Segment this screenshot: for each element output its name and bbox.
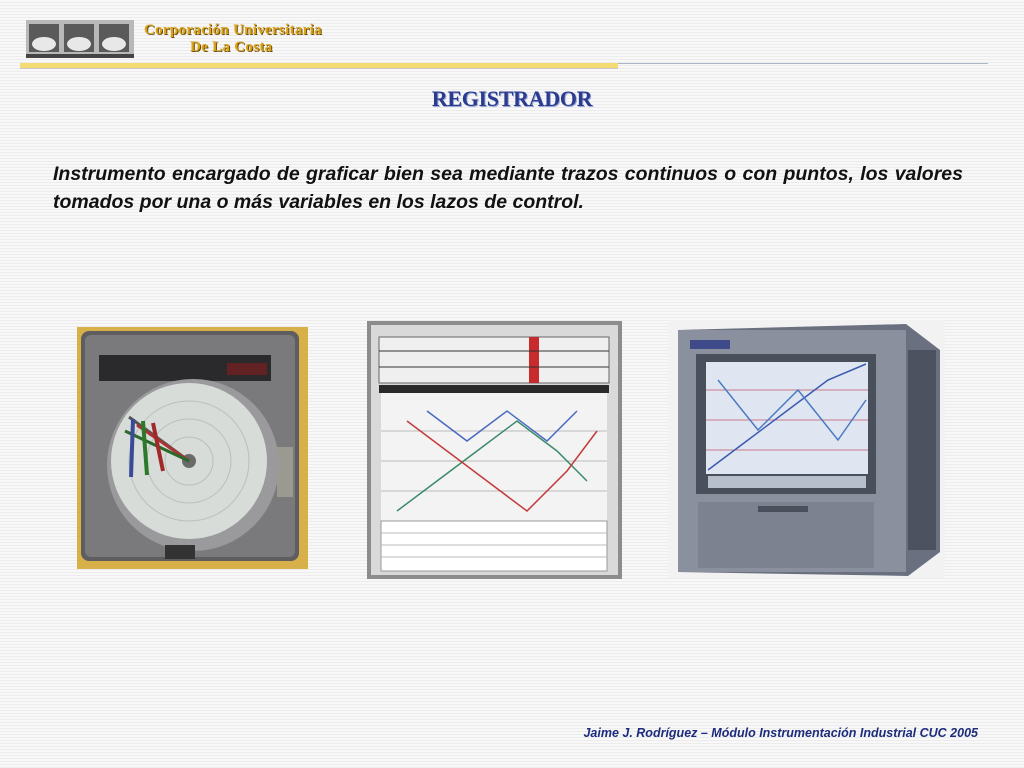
cuc-logo-icon [26,20,134,58]
university-name [144,22,322,56]
footer-credit: Jaime J. Rodríguez – Módulo Instrumentación Industrial CUC 2005 [583,726,978,740]
slide-title: REGISTRADOR [431,86,593,111]
university-name-line2: De La Costa [190,39,273,55]
slide-description: Instrumento encargado de graficar bien sea mediante trazos continuos o con puntos, los valores tomados por una o más variables en los lazos de control. [53,163,963,213]
circular-chart-recorder-photo [77,327,308,569]
header-divider-gray [618,63,988,64]
header-divider-shadow [20,68,618,69]
university-logo [26,18,326,62]
strip-chart-recorder-photo [367,321,622,579]
university-name-line1: Corporación Universitaria [144,22,322,38]
paperless-recorder-photo [668,320,945,578]
